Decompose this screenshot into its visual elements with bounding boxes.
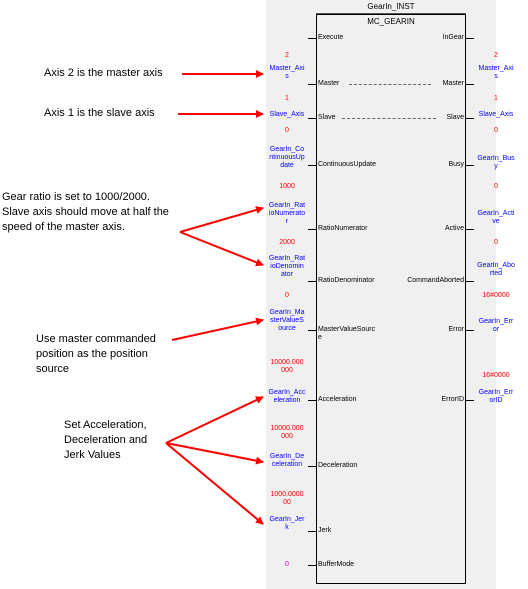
pin-ingear: InGear bbox=[442, 34, 464, 41]
input-master-value[interactable]: 2 bbox=[285, 52, 289, 59]
output-errorid-value[interactable]: 16#0000 bbox=[482, 372, 510, 379]
input-rd-value[interactable]: 2000 bbox=[279, 239, 295, 246]
annotation-master-source: Use master commanded position as the position source bbox=[36, 333, 156, 375]
arrow-ratio-den bbox=[180, 232, 263, 265]
output-error-var[interactable]: GearIn_Err or bbox=[478, 318, 514, 333]
arrow-ratio-num bbox=[180, 208, 263, 232]
arrow-jerk bbox=[166, 443, 263, 524]
input-cu-value[interactable]: 0 bbox=[285, 127, 289, 134]
pin-ratio-denominator: RatioDenominator bbox=[318, 277, 375, 284]
arrow-dec bbox=[166, 443, 263, 462]
annotation-gear-ratio: Gear ratio is set to 1000/2000. Slave axis should move at half the speed of the master axis. bbox=[2, 191, 169, 233]
output-slave-var[interactable]: Slave_Axis bbox=[478, 111, 514, 118]
pin-jerk: Jerk bbox=[318, 527, 332, 534]
output-busy-var[interactable]: GearIn_Bus y bbox=[477, 155, 515, 170]
input-buffermode-value[interactable]: 0 bbox=[285, 561, 289, 568]
input-rn-var[interactable]: GearIn_Rat ioNumerato r bbox=[268, 202, 306, 225]
pin-error-id: ErrorID bbox=[441, 396, 464, 403]
input-master-var[interactable]: Master_Axi s bbox=[269, 65, 305, 80]
pin-master-value-source: MasterValueSourc e bbox=[318, 326, 376, 341]
output-error-value[interactable]: 16#0000 bbox=[482, 292, 510, 299]
pin-execute: Execute bbox=[318, 34, 344, 41]
pin-acceleration: Acceleration bbox=[318, 396, 357, 403]
pin-deceleration: Deceleration bbox=[318, 462, 358, 469]
input-mvs-var[interactable]: GearIn_Ma sterValueS ource bbox=[269, 309, 305, 332]
input-acc-var[interactable]: GearIn_Acc eleration bbox=[268, 389, 306, 404]
output-slave-value[interactable]: 1 bbox=[494, 95, 498, 102]
input-dec-var[interactable]: GearIn_De celeration bbox=[269, 453, 305, 468]
pin-error: Error bbox=[448, 326, 464, 333]
input-rn-value[interactable]: 1000 bbox=[279, 183, 295, 190]
fb-type-name: MC_GEARIN bbox=[367, 17, 415, 26]
pin-slave-in: Slave bbox=[318, 114, 336, 121]
arrow-acc bbox=[166, 397, 263, 443]
output-active-value[interactable]: 0 bbox=[494, 183, 498, 190]
pin-ratio-numerator: RatioNumerator bbox=[318, 225, 368, 232]
pin-continuous-update: ContinuousUpdate bbox=[318, 161, 376, 168]
pin-buffer-mode: BufferMode bbox=[318, 561, 355, 568]
output-aborted-value[interactable]: 0 bbox=[494, 239, 498, 246]
pin-command-aborted: CommandAborted bbox=[407, 277, 464, 284]
pin-active: Active bbox=[444, 225, 464, 232]
input-jerk-value[interactable]: 1000.0000 00 bbox=[270, 491, 304, 506]
annotation-slave-axis: Axis 1 is the slave axis bbox=[44, 107, 155, 119]
annotation-master-axis: Axis 2 is the master axis bbox=[44, 67, 163, 79]
input-rd-var[interactable]: GearIn_Rat ioDenomin ator bbox=[268, 255, 306, 278]
input-slave-var[interactable]: Slave_Axis bbox=[269, 111, 305, 118]
output-aborted-var[interactable]: GearIn_Abo rted bbox=[477, 262, 515, 277]
output-errorid-var[interactable]: GearIn_Err orID bbox=[478, 389, 514, 404]
input-slave-value[interactable]: 1 bbox=[285, 95, 289, 102]
output-busy-value[interactable]: 0 bbox=[494, 127, 498, 134]
arrow-master-source bbox=[172, 320, 263, 340]
pin-master-in: Master bbox=[318, 80, 340, 87]
input-jerk-var[interactable]: GearIn_Jer k bbox=[269, 516, 305, 531]
input-acc-value[interactable]: 10000.000 000 bbox=[270, 359, 304, 374]
input-cu-var[interactable]: GearIn_Co ntinuousUp date bbox=[269, 146, 305, 169]
pin-busy: Busy bbox=[448, 161, 464, 168]
instance-name[interactable]: GearIn_INST bbox=[316, 0, 466, 14]
output-active-var[interactable]: GearIn_Acti ve bbox=[477, 210, 515, 225]
input-dec-value[interactable]: 10000.000 000 bbox=[270, 425, 304, 440]
input-mvs-value[interactable]: 0 bbox=[285, 292, 289, 299]
annotation-accel-decel-jerk: Set Acceleration, Deceleration and Jerk Values bbox=[64, 419, 148, 461]
output-master-value[interactable]: 2 bbox=[494, 52, 498, 59]
output-master-var[interactable]: Master_Axi s bbox=[478, 65, 514, 80]
pin-master-out: Master bbox=[442, 80, 464, 87]
pin-slave-out: Slave bbox=[446, 114, 464, 121]
